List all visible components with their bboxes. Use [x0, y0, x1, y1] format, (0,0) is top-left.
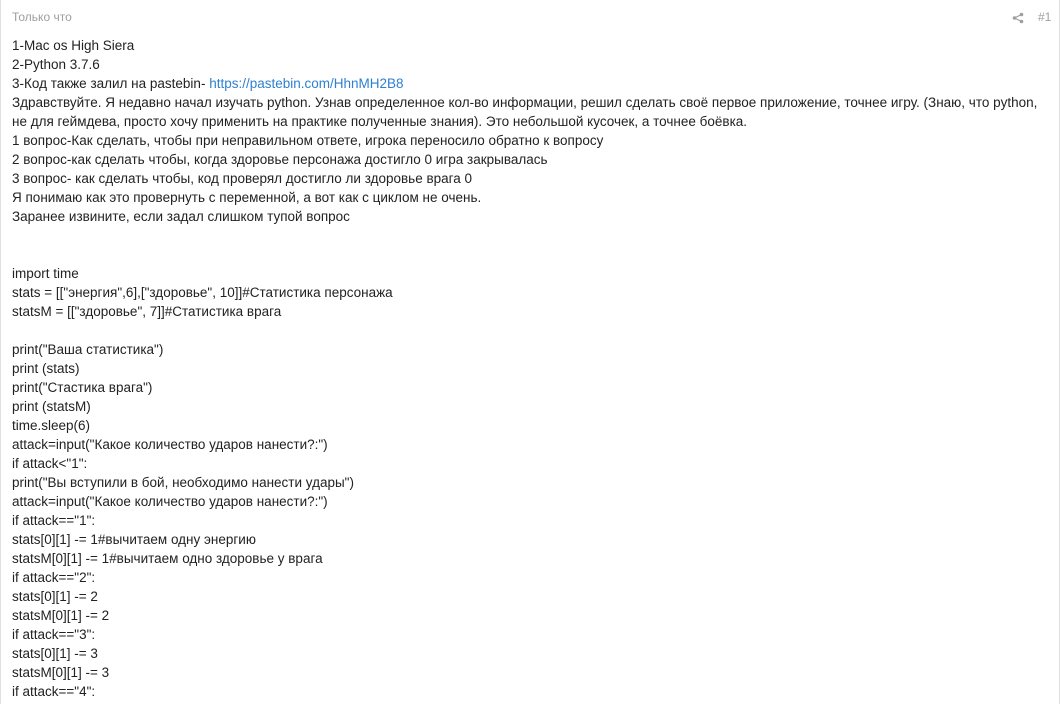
code-line: print (statsM)	[12, 399, 91, 414]
intro-paragraph: Здравствуйте. Я недавно начал изучать python. Узнав определенное кол-во информации, решил сделать своё первое приложение, точнее игру. (Знаю, что python, не для геймдева, просто хочу применить на практике полученные знания). Это небольшой кусочек, а точнее боёвка.	[12, 95, 1042, 129]
code-line: attack=input("Какое количество ударов нанести?:")	[12, 494, 328, 509]
code-line: if attack=="2":	[12, 570, 96, 585]
code-line: statsM[0][1] -= 2	[12, 608, 110, 623]
post-header	[1, 0, 1059, 36]
code-line: if attack=="1":	[12, 513, 96, 528]
pastebin-line	[12, 74, 1042, 93]
code-line: print("Стастика врага")	[12, 380, 153, 395]
code-line: import time	[12, 266, 79, 281]
code-line: attack=input("Какое количество ударов нанести?:")	[12, 437, 328, 452]
question-3: 3 вопрос- как сделать чтобы, код проверял достигло ли здоровье врага 0	[12, 171, 473, 186]
code-block	[12, 264, 1042, 701]
code-line: print (stats)	[12, 361, 80, 376]
system-info-os: 1-Mac os High Siera	[12, 38, 135, 53]
share-icon[interactable]	[1012, 11, 1024, 23]
question-2: 2 вопрос-как сделать чтобы, когда здоровье персонажа достигло 0 игра закрывалась	[12, 152, 548, 167]
code-line: stats[0][1] -= 2	[12, 589, 98, 604]
post-timestamp: Только что	[12, 10, 72, 24]
code-line: if attack=="4":	[12, 684, 96, 699]
pastebin-prefix: 3-Код также залил на pastebin-	[12, 76, 210, 91]
apology-line: Заранее извините, если задал слишком тупой вопрос	[12, 209, 350, 224]
code-line: stats[0][1] -= 1#вычитаем одну энергию	[12, 532, 256, 547]
code-line: time.sleep(6)	[12, 418, 91, 433]
code-line: statsM[0][1] -= 1#вычитаем одно здоровье у врага	[12, 551, 323, 566]
code-line: stats = [["энергия",6],["здоровье", 10]]#Статистика персонажа	[12, 285, 393, 300]
code-line: stats[0][1] -= 3	[12, 646, 98, 661]
code-line-blank	[12, 321, 1042, 340]
code-line: print("Вы вступили в бой, необходимо нанести удары")	[12, 475, 354, 490]
system-info-python: 2-Python 3.7.6	[12, 57, 100, 72]
pastebin-link[interactable]: https://pastebin.com/HhnMH2B8	[209, 76, 404, 91]
code-line: statsM = [["здоровье", 7]]#Статистика врага	[12, 304, 282, 319]
post-number-link[interactable]: #1	[1038, 10, 1052, 24]
code-line: if attack<"1":	[12, 456, 88, 471]
code-line: print("Ваша статистика")	[12, 342, 164, 357]
question-1: 1 вопрос-Как сделать, чтобы при неправильном ответе, игрока переносило обратно к вопросу	[12, 133, 604, 148]
code-line: if attack=="3":	[12, 627, 96, 642]
author-note: Я понимаю как это провернуть с переменной, а вот как с циклом не очень.	[12, 190, 482, 205]
post-body	[12, 36, 1042, 701]
code-line: statsM[0][1] -= 3	[12, 665, 110, 680]
